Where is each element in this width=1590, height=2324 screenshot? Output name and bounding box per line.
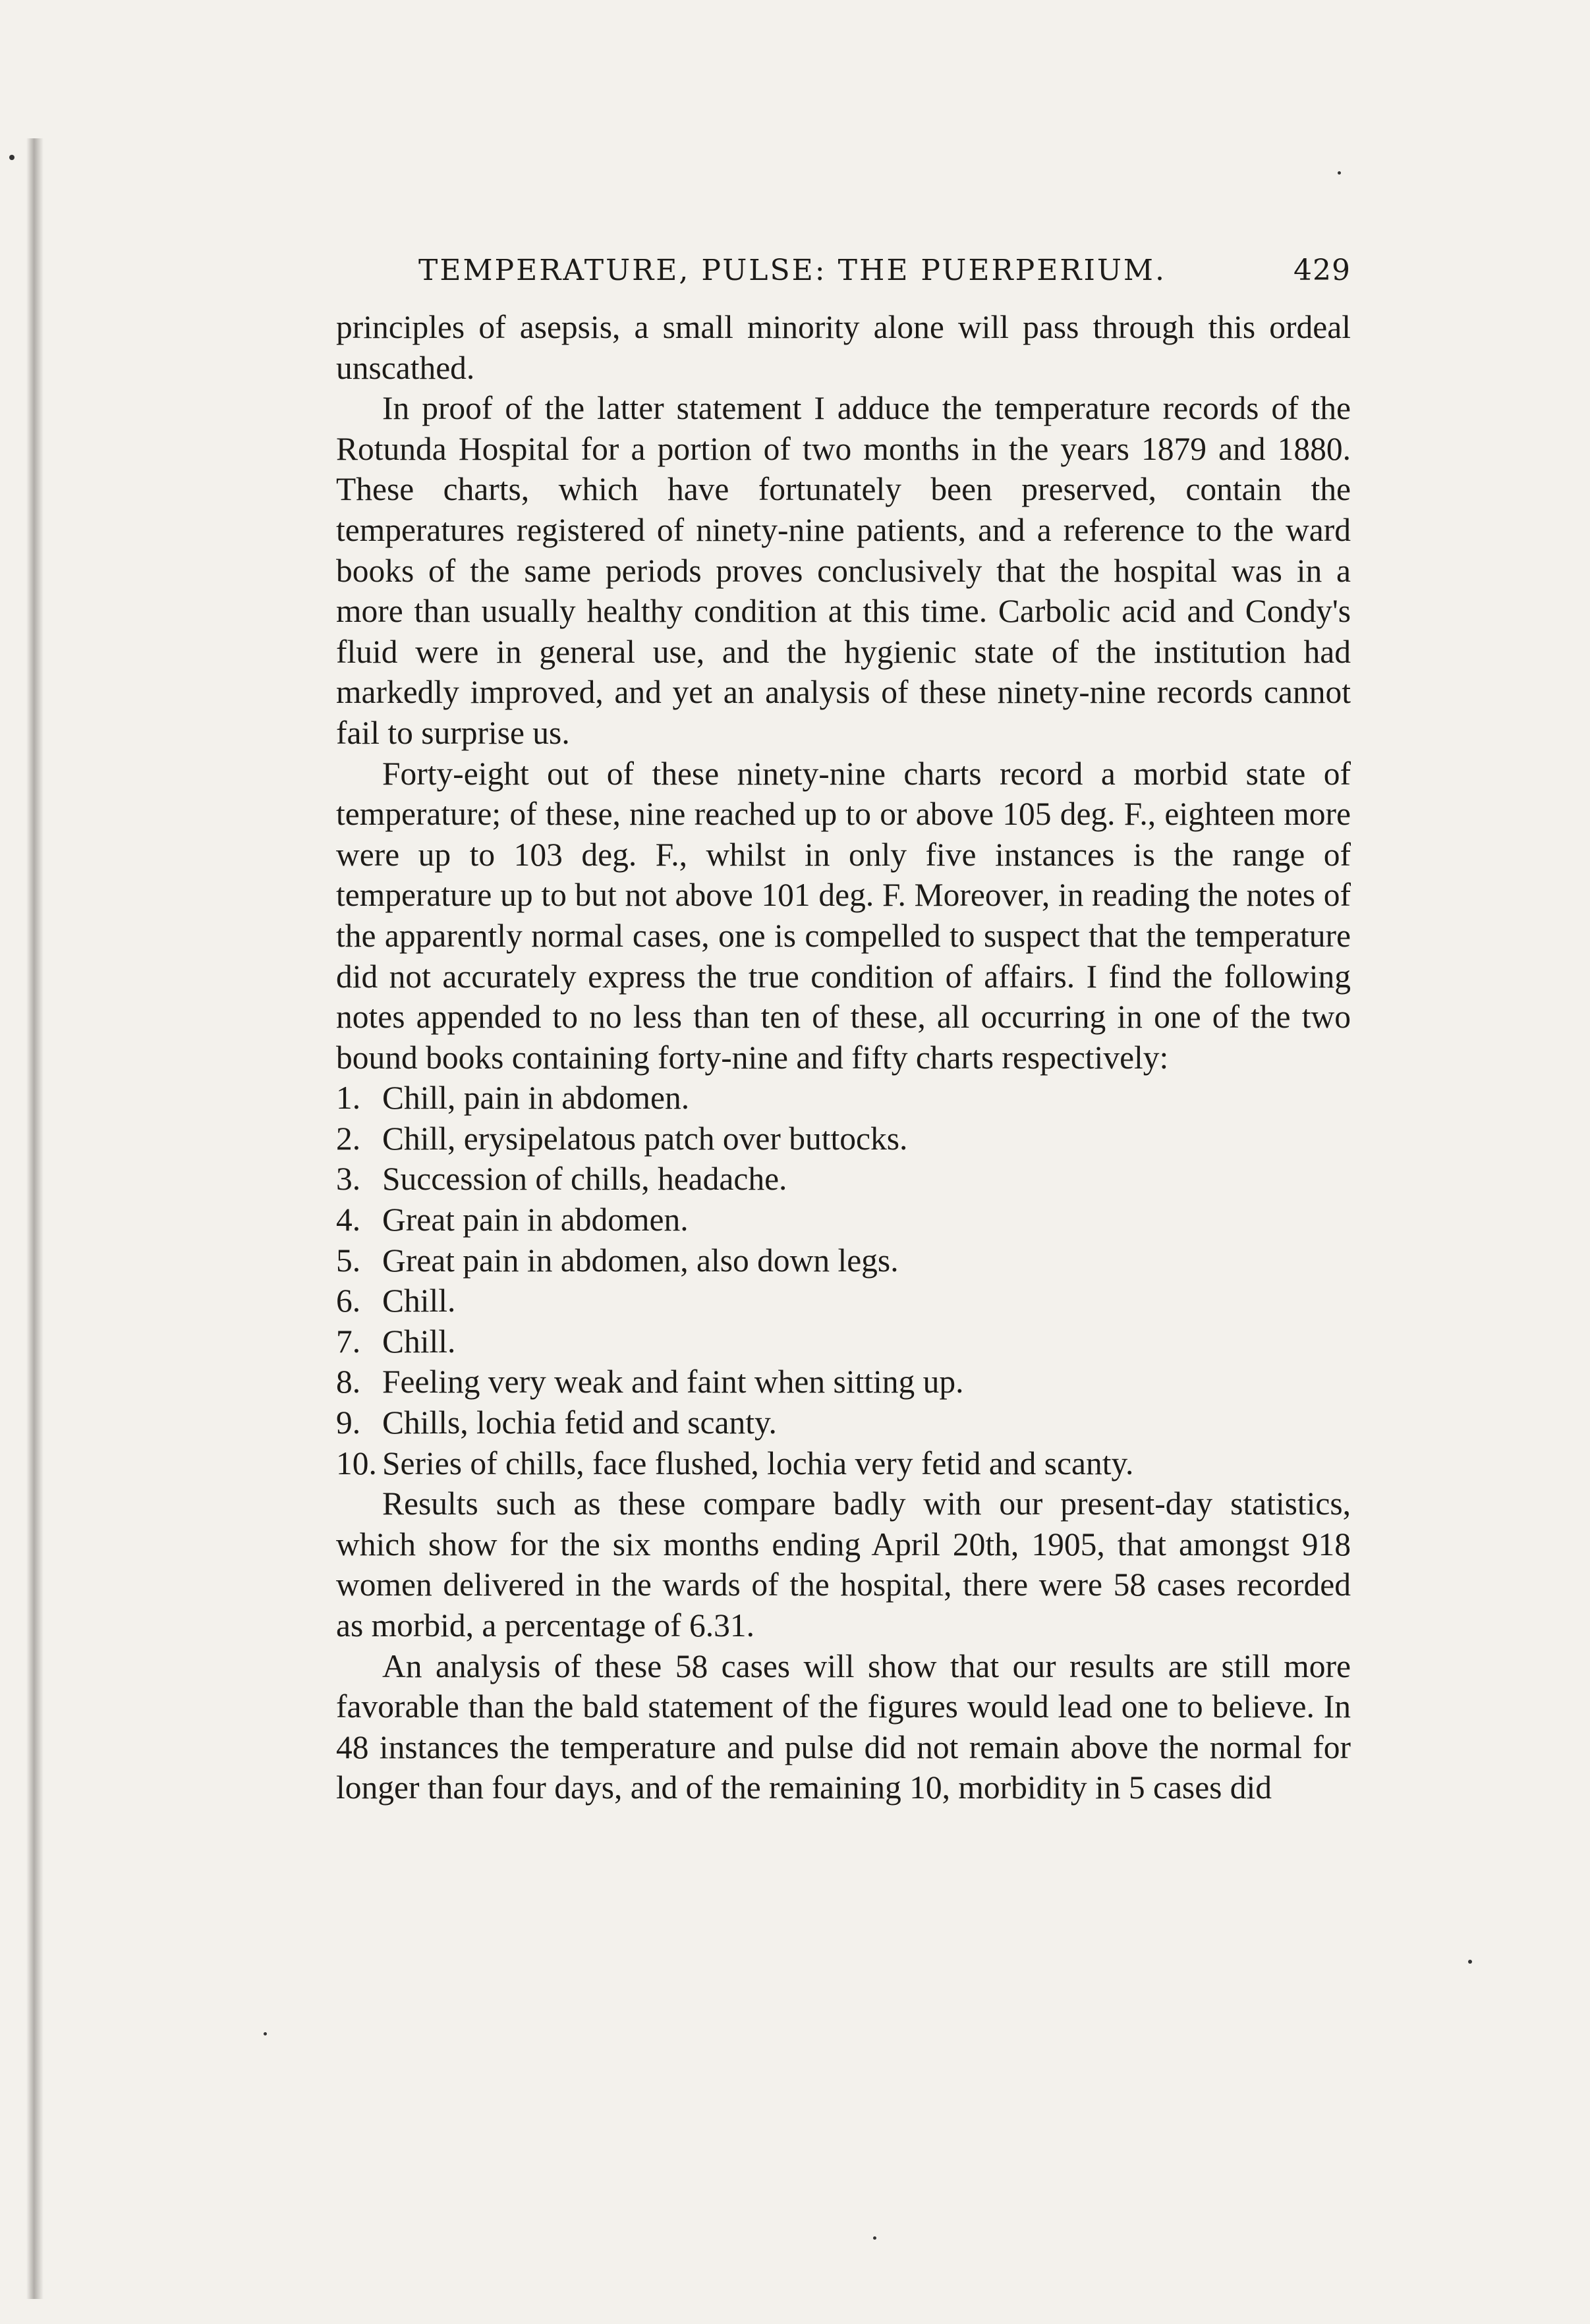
note-number: 5. [336, 1242, 361, 1279]
paragraph: Results such as these compare badly with our present-day statistics, which show for the six months ending April 20th, 1905, that amongst 918 women delivered in the wards of the hospital, there were 58 cases recorded as morbid, a percentage of 6.31. [336, 1485, 1351, 1644]
scan-speck [264, 2032, 267, 2035]
scan-speck [9, 155, 14, 160]
paragraph: Forty-eight out of these ninety-nine charts record a morbid state of temperature; of these, nine reached up to or above 105 deg. F., eighteen more were up to 103 deg. F., whilst in only five instances is the range of temperature up to but not above 101 deg. F. Moreover, in reading the notes of the apparently normal cases, one is compelled to suspect that the temperature did not accurately express the true condition of affairs. I find the following notes appended to no less than ten of these, all occurring in one of the two bound books containing forty-nine and fifty charts respectively: [336, 755, 1351, 1076]
note-text: Series of chills, face flushed, lochia very fetid and scanty. [382, 1445, 1134, 1481]
note-text: Chills, lochia fetid and scanty. [382, 1404, 777, 1441]
note-number: 9. [336, 1404, 361, 1441]
note-text: Succession of chills, headache. [382, 1161, 787, 1198]
note-number: 3. [336, 1161, 361, 1198]
note-text: Chill. [382, 1283, 456, 1319]
note-number: 2. [336, 1120, 361, 1157]
scan-speck [1468, 1960, 1472, 1964]
list-item [336, 1240, 1351, 1281]
paragraph: An analysis of these 58 cases will show that our results are still more favorable than the bald statement of the figures would lead one to believe. In 48 instances the temperature and pulse did not remain above the normal for longer than four days, and of the remaining 10, morbidity in 5 cases did [336, 1647, 1351, 1806]
note-number: 6. [336, 1283, 361, 1319]
running-title: TEMPERATURE, PULSE: THE PUERPERIUM. [418, 254, 1166, 287]
list-item [336, 1362, 1351, 1402]
note-number: 8. [336, 1364, 361, 1400]
list-item [336, 1321, 1351, 1362]
scan-speck [873, 2236, 876, 2240]
note-number: 10. [336, 1445, 377, 1481]
scanned-book-gutter [26, 138, 43, 2299]
note-text: Chill, erysipelatous patch over buttocks. [382, 1120, 908, 1157]
list-item [336, 1200, 1351, 1240]
case-notes-list [336, 1078, 1351, 1483]
book-page [336, 254, 1351, 1808]
note-text: Great pain in abdomen. [382, 1202, 689, 1238]
page-number: 429 [1293, 254, 1351, 287]
note-number: 7. [336, 1323, 361, 1360]
list-item [336, 1402, 1351, 1443]
body-text [336, 307, 1351, 1808]
scan-speck [1338, 171, 1341, 175]
running-header [418, 254, 1351, 287]
note-number: 1. [336, 1080, 361, 1117]
note-number: 4. [336, 1202, 361, 1238]
list-item [336, 1281, 1351, 1321]
note-text: Great pain in abdomen, also down legs. [382, 1242, 899, 1279]
list-item [336, 1443, 1351, 1484]
list-item [336, 1159, 1351, 1200]
paragraph: In proof of the latter statement I adduce the temperature records of the Rotunda Hospital for a portion of two months in the years 1879 and 1880. These charts, which have fortunately been preserved, contain the temperatures registered of ninety-nine patients, and a reference to the ward books of the same periods proves conclusively that the hospital was in a more than usually healthy condition at this time. Carbolic acid and Condy's fluid were in general use, and the hygienic state of the institution had markedly improved, and yet an analysis of these ninety-nine records cannot fail to surprise us. [336, 390, 1351, 751]
paragraph: principles of asepsis, a small minority alone will pass through this ordeal unscathed. [336, 309, 1351, 386]
note-text: Chill. [382, 1323, 456, 1360]
note-text: Chill, pain in abdomen. [382, 1080, 690, 1117]
list-item [336, 1078, 1351, 1119]
note-text: Feeling very weak and faint when sitting up. [382, 1364, 964, 1400]
list-item [336, 1119, 1351, 1159]
